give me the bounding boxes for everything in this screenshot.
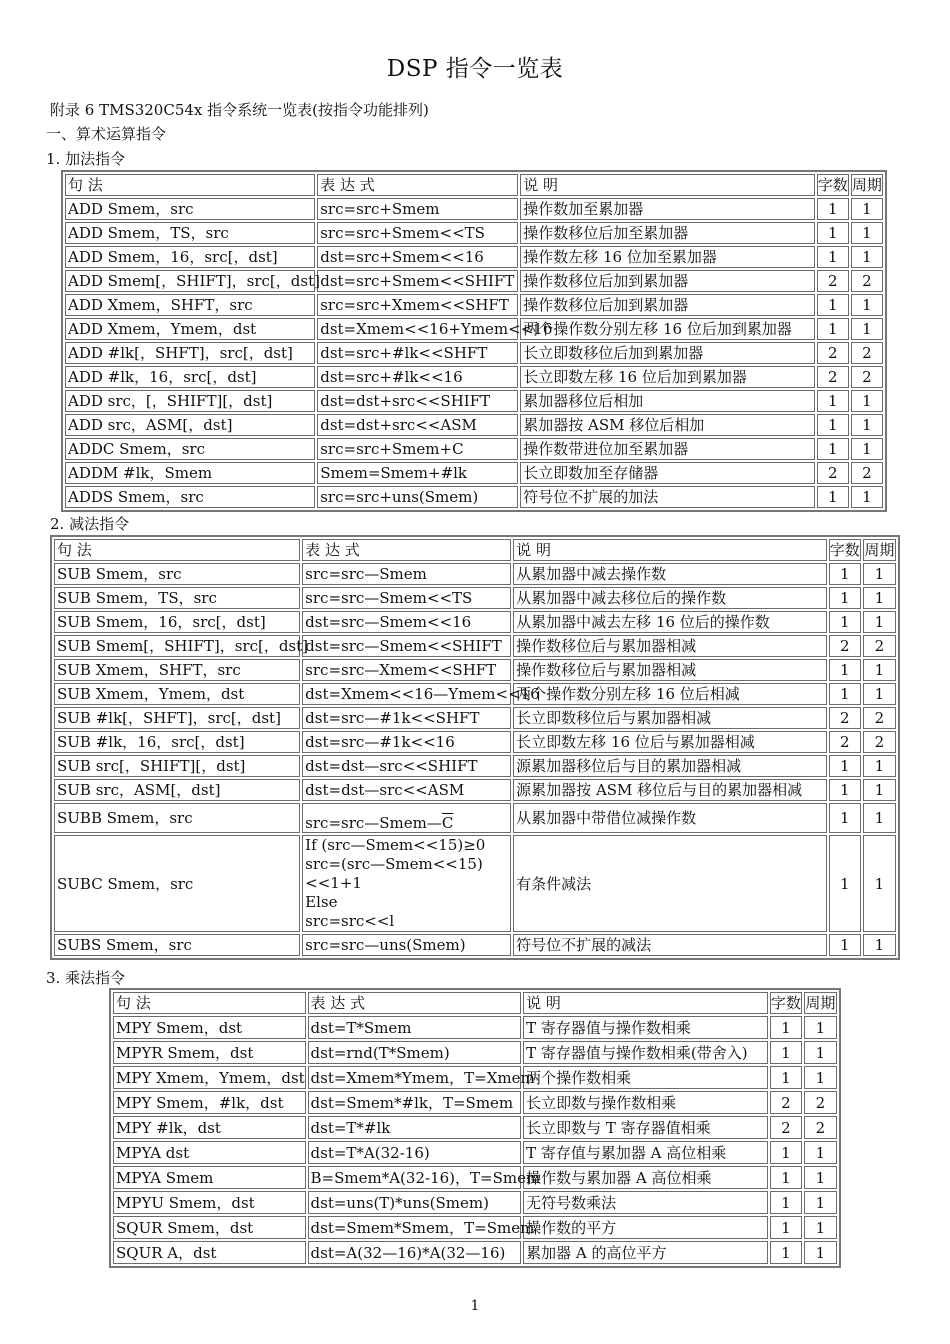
cell-syntax: ADD Smem[，SHIFT]，src[，dst]	[65, 270, 315, 292]
cell-desc: 操作数加至累加器	[520, 198, 814, 220]
cell-words: 1	[817, 486, 849, 508]
cell-desc: 从累加器中减去左移 16 位后的操作数	[513, 611, 827, 633]
cell-desc: 两个操作数相乘	[523, 1066, 768, 1089]
cell-words: 1	[770, 1041, 802, 1064]
cell-desc: 两个操作数分别左移 16 位后相减	[513, 683, 827, 705]
cell-desc: 从累加器中减去操作数	[513, 563, 827, 585]
col-syntax: 句 法	[113, 992, 306, 1014]
cell-syntax: MPYR Smem，dst	[113, 1041, 306, 1064]
cell-words: 2	[770, 1116, 802, 1139]
cell-words: 1	[817, 246, 849, 268]
cell-cycles: 1	[851, 438, 883, 460]
cell-syntax: ADD Xmem，SHFT，src	[65, 294, 315, 316]
cell-desc: T 寄存器值与操作数相乘	[523, 1016, 768, 1039]
cell-expr: dst=dst+src<<SHIFT	[317, 390, 518, 412]
cell-expr: dst=src—#1k<<SHFT	[302, 707, 511, 729]
cell-words: 1	[770, 1216, 802, 1239]
cell-desc: 累加器移位后相加	[520, 390, 814, 412]
mul-instruction-table	[109, 988, 841, 1268]
col-expr: 表 达 式	[308, 992, 522, 1014]
cell-syntax: MPYA Smem	[113, 1166, 306, 1189]
cell-cycles: 2	[804, 1091, 837, 1114]
cell-syntax: ADD Smem，src	[65, 198, 315, 220]
table-row	[65, 342, 883, 364]
cell-syntax: ADD src，ASM[，dst]	[65, 414, 315, 436]
cell-syntax: MPY Xmem，Ymem，dst	[113, 1066, 306, 1089]
cell-expr: dst=dst+src<<ASM	[317, 414, 518, 436]
cell-words: 1	[829, 611, 861, 633]
table-row	[113, 1141, 837, 1164]
cell-cycles: 1	[863, 587, 896, 609]
table-row	[113, 1241, 837, 1264]
col-desc: 说 明	[520, 174, 814, 196]
cell-words: 2	[817, 366, 849, 388]
cell-expr: src=src—Smem<<TS	[302, 587, 511, 609]
cell-expr: src=src+Smem+C	[317, 438, 518, 460]
table-row	[113, 1016, 837, 1039]
cell-syntax: SUB Xmem，Ymem，dst	[54, 683, 300, 705]
table-row	[113, 1191, 837, 1214]
cell-desc: 操作数左移 16 位加至累加器	[520, 246, 814, 268]
cell-syntax: SUB Smem，src	[54, 563, 300, 585]
heading-mul: 3. 乘法指令	[46, 969, 126, 987]
table-row	[65, 462, 883, 484]
cell-words: 2	[770, 1091, 802, 1114]
cell-words: 1	[770, 1191, 802, 1214]
cell-words: 2	[829, 635, 861, 657]
table-row	[54, 755, 896, 777]
cell-words: 1	[829, 683, 861, 705]
cell-cycles: 2	[851, 366, 883, 388]
cell-syntax: SQUR Smem，dst	[113, 1216, 306, 1239]
col-syntax: 句 法	[65, 174, 315, 196]
header-row	[54, 539, 896, 561]
cell-cycles: 1	[863, 803, 896, 833]
cell-syntax: SUB Smem，TS，src	[54, 587, 300, 609]
cell-expr	[302, 803, 511, 833]
cell-cycles: 1	[851, 390, 883, 412]
table-row	[65, 438, 883, 460]
cell-words: 1	[829, 934, 861, 956]
table-row	[54, 707, 896, 729]
heading-sub: 2. 减法指令	[50, 515, 130, 533]
cell-desc: 长立即数左移 16 位后与累加器相减	[513, 731, 827, 753]
cell-syntax: SUBS Smem，src	[54, 934, 300, 956]
cell-cycles: 1	[804, 1241, 837, 1264]
cell-syntax: SUB Xmem，SHFT，src	[54, 659, 300, 681]
cell-cycles: 1	[863, 659, 896, 681]
cell-desc: 操作数移位后加至累加器	[520, 222, 814, 244]
cell-words: 1	[817, 294, 849, 316]
page-number: 1	[470, 1298, 480, 1314]
table-row	[65, 366, 883, 388]
table-row	[65, 222, 883, 244]
table-row	[65, 318, 883, 340]
col-cycles: 周期	[864, 541, 895, 559]
cell-expr: dst=Smem*Smem，T=Smem	[308, 1216, 522, 1239]
col-desc: 说 明	[523, 992, 768, 1014]
cell-expr: dst=T*A(32-16)	[308, 1141, 522, 1164]
cell-desc: 有条件减法	[513, 835, 827, 932]
cell-cycles: 1	[851, 294, 883, 316]
table-row	[65, 294, 883, 316]
cell-cycles: 1	[851, 414, 883, 436]
cell-cycles: 2	[863, 707, 896, 729]
cell-syntax: SUB Smem[，SHIFT]，src[，dst]	[54, 635, 300, 657]
table-row	[54, 835, 896, 932]
cell-words: 1	[829, 835, 861, 932]
appendix-subtitle: 附录 6 TMS320C54x 指令系统一览表(按指令功能排列)	[50, 101, 429, 119]
cell-cycles: 2	[863, 635, 896, 657]
cell-desc: 无符号数乘法	[523, 1191, 768, 1214]
table-row	[54, 779, 896, 801]
subc-line-1: If (src—Smem<<15)≥0	[305, 836, 486, 854]
heading-add: 1. 加法指令	[46, 150, 126, 168]
cell-words: 1	[817, 390, 849, 412]
cell-syntax: ADD #lk，16，src[，dst]	[65, 366, 315, 388]
col-cycles: 周期	[805, 994, 836, 1012]
cell-words: 1	[817, 198, 849, 220]
header-row	[113, 992, 837, 1014]
cell-cycles: 1	[863, 755, 896, 777]
cell-cycles: 1	[863, 934, 896, 956]
cell-cycles: 1	[804, 1166, 837, 1189]
table-row	[65, 486, 883, 508]
cell-desc: 源累加器移位后与目的累加器相减	[513, 755, 827, 777]
cell-expr: dst=src+Smem<<16	[317, 246, 518, 268]
cell-syntax: ADD Xmem，Ymem，dst	[65, 318, 315, 340]
table-row	[54, 659, 896, 681]
cell-expr: dst=rnd(T*Smem)	[308, 1041, 522, 1064]
cell-expr: B=Smem*A(32-16)，T=Smem	[308, 1166, 522, 1189]
cell-syntax: MPYU Smem，dst	[113, 1191, 306, 1214]
cell-expr: dst=A(32—16)*A(32—16)	[308, 1241, 522, 1264]
cell-cycles: 1	[851, 318, 883, 340]
cell-words: 1	[817, 318, 849, 340]
cell-syntax: ADD Smem，16，src[，dst]	[65, 246, 315, 268]
cell-cycles: 1	[863, 563, 896, 585]
col-words: 字数	[770, 994, 801, 1012]
cell-syntax: SUB Smem，16，src[，dst]	[54, 611, 300, 633]
table-row	[65, 198, 883, 220]
table-row	[54, 635, 896, 657]
cell-desc: 操作数移位后与累加器相减	[513, 635, 827, 657]
cell-syntax: SUB #lk[，SHFT]，src[，dst]	[54, 707, 300, 729]
cell-syntax: ADDM #lk，Smem	[65, 462, 315, 484]
cell-words: 1	[817, 414, 849, 436]
cell-expr: src=src—Smem	[302, 563, 511, 585]
cell-syntax: MPYA dst	[113, 1141, 306, 1164]
col-words: 字数	[817, 176, 848, 194]
cell-words: 2	[829, 731, 861, 753]
cell-syntax: SUB src[，SHIFT][，dst]	[54, 755, 300, 777]
cell-expr: dst=uns(T)*uns(Smem)	[308, 1191, 522, 1214]
cell-syntax: SUB #lk，16，src[，dst]	[54, 731, 300, 753]
cell-expr: dst=Xmem<<16+Ymem<<16	[317, 318, 518, 340]
cell-desc: 长立即数左移 16 位后加到累加器	[520, 366, 814, 388]
cell-desc: 长立即数与 T 寄存器值相乘	[523, 1116, 768, 1139]
cell-expr: src=src+Xmem<<SHFT	[317, 294, 518, 316]
cell-desc: 操作数移位后加到累加器	[520, 270, 814, 292]
cell-cycles: 1	[851, 222, 883, 244]
cell-cycles: 1	[863, 779, 896, 801]
table-row	[54, 611, 896, 633]
subc-line-4: src=src<<l	[305, 912, 395, 930]
cell-expr: dst=src+#lk<<16	[317, 366, 518, 388]
cell-words: 1	[829, 659, 861, 681]
cell-expr: dst=T*Smem	[308, 1016, 522, 1039]
cell-cycles: 2	[863, 731, 896, 753]
carry-bar: $\overline{C}$	[441, 814, 454, 832]
table-row	[54, 803, 896, 833]
cell-cycles: 1	[851, 486, 883, 508]
col-desc: 说 明	[513, 539, 827, 561]
cell-cycles: 2	[851, 462, 883, 484]
table-row	[65, 270, 883, 292]
cell-cycles: 1	[804, 1066, 837, 1089]
cell-words: 2	[817, 342, 849, 364]
cell-expr: dst=dst—src<<SHIFT	[302, 755, 511, 777]
cell-words: 1	[829, 755, 861, 777]
cell-words: 1	[770, 1066, 802, 1089]
cell-expr: dst=src+#lk<<SHFT	[317, 342, 518, 364]
table-row	[54, 587, 896, 609]
subc-line-3: Else	[305, 893, 338, 911]
cell-words: 1	[829, 803, 861, 833]
cell-expr: dst=Smem*#lk，T=Smem	[308, 1091, 522, 1114]
cell-desc: 操作数的平方	[523, 1216, 768, 1239]
cell-expr	[302, 835, 511, 932]
table-row	[113, 1091, 837, 1114]
cell-words: 1	[829, 587, 861, 609]
cell-words: 2	[817, 462, 849, 484]
cell-cycles: 1	[851, 246, 883, 268]
cell-syntax: SUBB Smem，src	[54, 803, 300, 833]
cell-words: 1	[770, 1166, 802, 1189]
cell-syntax: MPY #lk，dst	[113, 1116, 306, 1139]
cell-syntax: MPY Smem，#lk，dst	[113, 1091, 306, 1114]
subc-line-2: src=(src—Smem<<15)<<1+1	[305, 855, 483, 892]
add-instruction-table	[61, 170, 887, 512]
cell-desc: 符号位不扩展的减法	[513, 934, 827, 956]
table-row	[54, 683, 896, 705]
subb-expr: src=src—Smem—	[305, 814, 442, 832]
col-words: 字数	[829, 541, 860, 559]
cell-words: 2	[829, 707, 861, 729]
cell-expr: src=src—uns(Smem)	[302, 934, 511, 956]
cell-expr: dst=src—Smem<<SHIFT	[302, 635, 511, 657]
cell-words: 1	[829, 563, 861, 585]
header-row	[65, 174, 883, 196]
cell-expr: Smem=Smem+#lk	[317, 462, 518, 484]
cell-cycles: 1	[863, 683, 896, 705]
table-row	[113, 1166, 837, 1189]
cell-expr: dst=Xmem<<16—Ymem<<16	[302, 683, 511, 705]
cell-words: 1	[770, 1241, 802, 1264]
cell-desc: T 寄存值与累加器 A 高位相乘	[523, 1141, 768, 1164]
cell-syntax: MPY Smem，dst	[113, 1016, 306, 1039]
table-row	[54, 563, 896, 585]
cell-words: 1	[817, 438, 849, 460]
page-title: DSP 指令一览表	[386, 56, 564, 82]
cell-expr: dst=src—#1k<<16	[302, 731, 511, 753]
cell-desc: 操作数移位后加到累加器	[520, 294, 814, 316]
cell-expr: dst=src+Smem<<SHIFT	[317, 270, 518, 292]
cell-cycles: 1	[863, 835, 896, 932]
cell-expr: src=src+Smem	[317, 198, 518, 220]
section-heading-arithmetic: 一、算术运算指令	[46, 125, 167, 143]
cell-desc: 长立即数加至存储器	[520, 462, 814, 484]
cell-expr: dst=T*#lk	[308, 1116, 522, 1139]
cell-expr: dst=dst—src<<ASM	[302, 779, 511, 801]
cell-desc: 从累加器中减去移位后的操作数	[513, 587, 827, 609]
cell-syntax: SUB src，ASM[，dst]	[54, 779, 300, 801]
cell-expr: src=src+Smem<<TS	[317, 222, 518, 244]
cell-desc: 从累加器中带借位减操作数	[513, 803, 827, 833]
table-row	[113, 1116, 837, 1139]
cell-cycles: 2	[851, 270, 883, 292]
cell-syntax: ADDS Smem，src	[65, 486, 315, 508]
cell-words: 1	[817, 222, 849, 244]
cell-cycles: 1	[851, 198, 883, 220]
table-row	[113, 1041, 837, 1064]
cell-syntax: ADD Smem，TS，src	[65, 222, 315, 244]
col-syntax: 句 法	[54, 539, 300, 561]
table-row	[65, 246, 883, 268]
col-cycles: 周期	[851, 176, 882, 194]
table-row	[65, 414, 883, 436]
cell-words: 1	[770, 1016, 802, 1039]
cell-desc: 两个操作数分别左移 16 位后加到累加器	[520, 318, 814, 340]
cell-syntax: ADD src，[，SHIFT][，dst]	[65, 390, 315, 412]
cell-expr: src=src+uns(Smem)	[317, 486, 518, 508]
cell-cycles: 1	[863, 611, 896, 633]
cell-expr: dst=src—Smem<<16	[302, 611, 511, 633]
cell-desc: 操作数与累加器 A 高位相乘	[523, 1166, 768, 1189]
cell-desc: 源累加器按 ASM 移位后与目的累加器相减	[513, 779, 827, 801]
cell-desc: 操作数带进位加至累加器	[520, 438, 814, 460]
col-expr: 表 达 式	[317, 174, 518, 196]
cell-desc: 累加器按 ASM 移位后相加	[520, 414, 814, 436]
cell-syntax: SUBC Smem，src	[54, 835, 300, 932]
cell-cycles: 1	[804, 1191, 837, 1214]
cell-words: 2	[817, 270, 849, 292]
table-row	[113, 1066, 837, 1089]
col-expr: 表 达 式	[302, 539, 511, 561]
table-row	[54, 731, 896, 753]
cell-desc: 长立即数移位后加到累加器	[520, 342, 814, 364]
cell-expr: src=src—Xmem<<SHFT	[302, 659, 511, 681]
cell-cycles: 2	[804, 1116, 837, 1139]
cell-desc: T 寄存器值与操作数相乘(带舍入)	[523, 1041, 768, 1064]
cell-cycles: 1	[804, 1016, 837, 1039]
cell-cycles: 2	[851, 342, 883, 364]
cell-syntax: ADDC Smem，src	[65, 438, 315, 460]
cell-desc: 长立即数与操作数相乘	[523, 1091, 768, 1114]
cell-cycles: 1	[804, 1041, 837, 1064]
table-row	[54, 934, 896, 956]
cell-cycles: 1	[804, 1216, 837, 1239]
cell-desc: 操作数移位后与累加器相减	[513, 659, 827, 681]
sub-instruction-table	[50, 535, 900, 960]
table-row	[65, 390, 883, 412]
table-row	[113, 1216, 837, 1239]
cell-words: 1	[770, 1141, 802, 1164]
cell-desc: 长立即数移位后与累加器相减	[513, 707, 827, 729]
cell-words: 1	[829, 779, 861, 801]
cell-desc: 累加器 A 的高位平方	[523, 1241, 768, 1264]
cell-expr: dst=Xmem*Ymem，T=Xmem	[308, 1066, 522, 1089]
cell-syntax: ADD #lk[，SHFT]，src[，dst]	[65, 342, 315, 364]
cell-desc: 符号位不扩展的加法	[520, 486, 814, 508]
cell-syntax: SQUR A，dst	[113, 1241, 306, 1264]
cell-cycles: 1	[804, 1141, 837, 1164]
